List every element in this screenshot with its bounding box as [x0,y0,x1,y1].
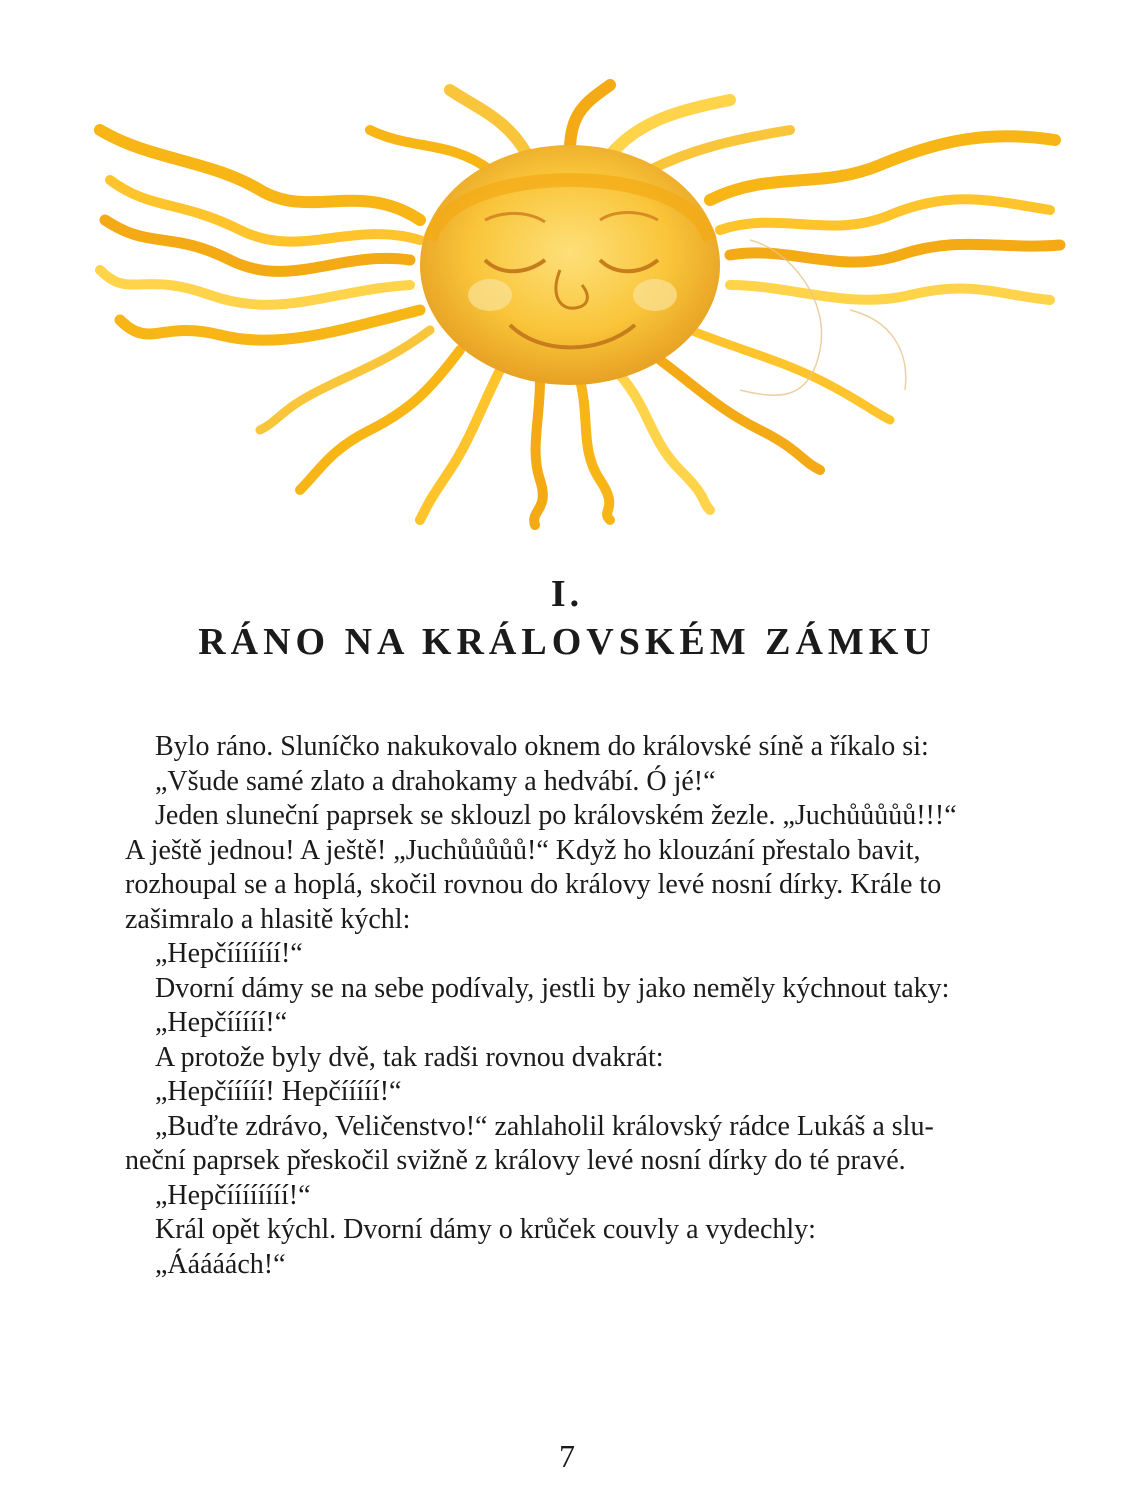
body-line: „Hepčííííí!“ [155,1007,288,1038]
sun-ray [120,310,420,340]
sun-ray [620,375,710,510]
sun-ray [100,130,420,220]
sun-ray [710,136,1055,200]
body-line: „Buďte zdrávo, Veličenstvo!“ zahlaholil královský rádce Lukáš a slu- [155,1110,934,1142]
body-line: Bylo ráno. Sluníčko nakukovalo oknem do královské síně a říkalo si: [155,731,929,762]
chapter-body [125,730,1030,1282]
body-line: neční paprsek přeskočil svižně z královy levé nosní dírky do té pravé. [125,1145,906,1176]
body-line: Jeden sluneční paprsek se sklouzl po královském žezle. „Juchůůůůů!!!“ [155,800,957,831]
sun-ray [660,360,820,470]
sun-ray [100,270,410,305]
body-line: Král opět kýchl. Dvorní dámy o krůček couvly a vydechly: [155,1214,816,1245]
sun-illustration [90,70,1070,530]
sun-ray [105,220,410,271]
body-line: „Hepčííííí! Hepčííííí!“ [155,1076,402,1107]
body-line: „Hepčííííííí!“ [155,938,303,969]
body-line: rozhoupal se a hoplá, skočil rovnou do královy levé nosní dírky. Krále to [125,869,942,900]
sun-face [420,145,720,385]
sun-ray [300,350,460,490]
page-number: 7 [559,1438,575,1474]
body-line: A protože byly dvě, tak radši rovnou dvakrát: [155,1041,664,1073]
body-line: Dvorní dámy se na sebe podívaly, jestli by jako neměly kýchnout taky: [155,972,950,1004]
sun-ray [370,130,490,170]
sun-ray [580,380,610,520]
chapter-number: I. [550,573,584,615]
chapter-title: RÁNO NA KRÁLOVSKÉM ZÁMKU [198,621,936,663]
sun-ray [730,244,1060,262]
body-line: „Hepčíííííííí!“ [155,1179,311,1211]
sun-ray [420,370,500,520]
sun-ray [570,85,610,150]
body-line: „Všude samé zlato a drahokamy a hedvábí. Ó jé!“ [155,765,716,797]
sun-ray [720,199,1050,230]
sun-ray [730,285,1050,300]
sun-ray [534,380,543,525]
body-line: zašimralo a hlasitě kýchl: [125,903,411,935]
body-line: A ještě jednou! A ještě! „Juchůůůůů!“ Když ho klouzání přestalo bavit, [125,834,921,866]
sun-ray [650,130,790,170]
body-line: „Ááááách!“ [155,1248,286,1280]
